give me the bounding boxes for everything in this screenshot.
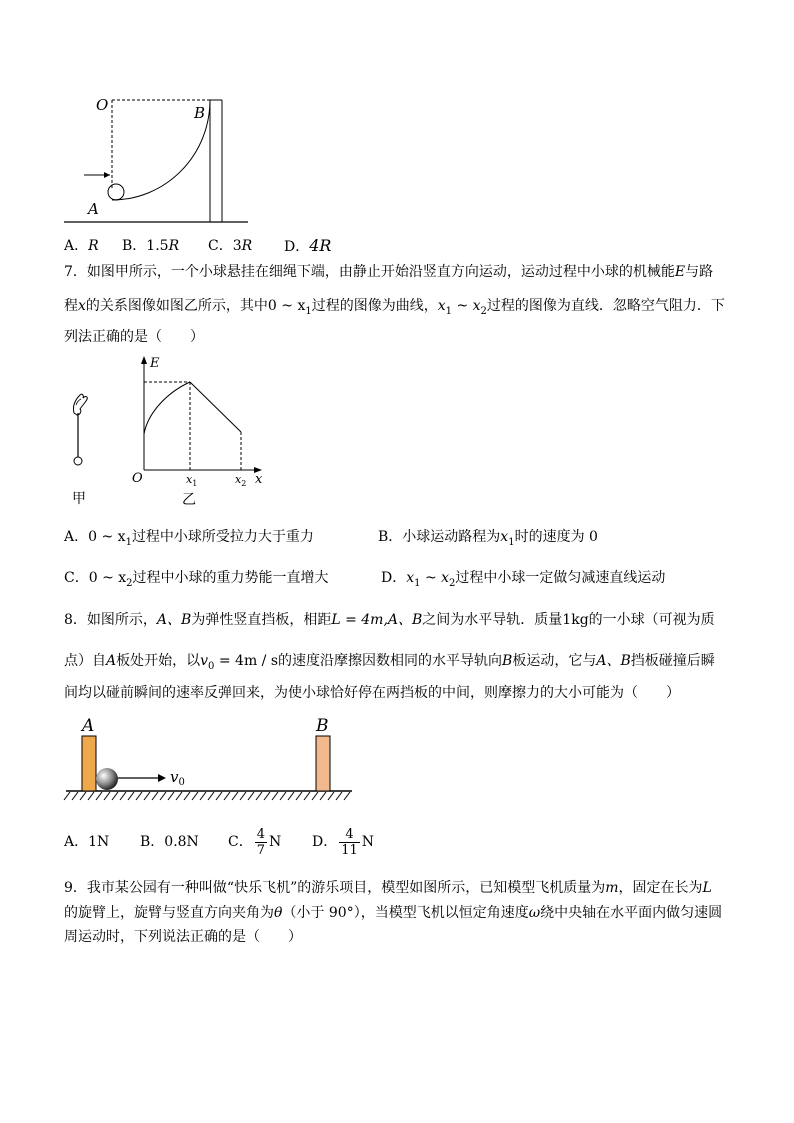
label-a: A xyxy=(88,200,99,218)
q7-option-a: A．0 ~ $x_1$过程中小球所受拉力大于重力 xyxy=(64,529,314,548)
linear-segment xyxy=(190,382,241,432)
svg-text:v0: $v_0$ xyxy=(170,768,185,788)
label-board-a: A xyxy=(82,716,95,736)
q7-option-b: B．小球运动路程为$x_1$时的速度为 0 xyxy=(378,529,598,548)
q8-line-3: 间均以碰前瞬间的速率反弹回来，为使小球恰好停在两挡板的中间，则摩擦力的大小可能为（ ） xyxy=(64,685,680,701)
axis-label-x: x xyxy=(255,472,263,487)
q8-line-1: 8．如图所示，A、B为弹性竖直挡板，相距L = 4m,A、B之间为水平导轨．质量1kg的一小球（可视为质 xyxy=(64,612,715,628)
axis-label-e: E xyxy=(150,356,160,371)
q8-option-d: D． $\frac{4}{11}$ N xyxy=(312,826,375,858)
svg-text:x1: $x_1$ xyxy=(186,473,198,488)
q8-line-2: 点）自A板处开始，以$v_0 = 4m / s$的速度沿摩擦因数相同的水平导轨向B板运动，它与A、B挡板碰撞后瞬 xyxy=(64,653,715,672)
label-yi: 乙 xyxy=(182,492,196,508)
q8-option-a: A．1N xyxy=(64,834,110,850)
tick-x1: x xyxy=(186,473,193,486)
q6-option-d: D．4R xyxy=(284,236,332,255)
q7-figure-yi xyxy=(128,352,268,512)
label-o: O xyxy=(96,96,109,114)
board-b xyxy=(316,736,330,791)
q9-line-2: 的旋臂上，旋臂与竖直方向夹角为θ（小于 90°），当模型飞机以恒定角速度ω绕中央轴在水平面内做匀速圆 xyxy=(64,905,723,921)
board-a xyxy=(82,736,96,791)
q9-line-1: 9．我市某公园有一种叫做“快乐飞机”的游乐项目，模型如图所示，已知模型飞机质量为m，固定在长为L xyxy=(64,880,712,896)
label-board-b: B xyxy=(316,716,329,736)
q6-option-c: C．3R xyxy=(208,238,253,254)
q8-figure xyxy=(62,712,358,804)
q7-line-3: 列法正确的是（ ） xyxy=(64,329,204,345)
axis-label-o: O xyxy=(132,471,143,486)
hanging-ball xyxy=(74,457,82,465)
sliding-ball xyxy=(96,768,118,790)
q9-line-3: 周运动时，下列说法正确的是（ ） xyxy=(64,929,302,945)
q7-figure-jia xyxy=(62,385,102,510)
q8-option-b: B．0.8N xyxy=(140,834,199,850)
label-b: B xyxy=(194,104,206,122)
q6-option-a: A．R xyxy=(64,238,99,254)
label-v0: v xyxy=(170,768,179,786)
hand-icon xyxy=(73,394,87,415)
q6-option-b: B．1.5R xyxy=(122,238,180,254)
curve-segment xyxy=(144,382,190,434)
q6-figure xyxy=(60,92,260,232)
q8-option-c: C． $\frac{4}{7}$ N xyxy=(228,826,282,858)
q7-option-d: D．$x_1$ ~ $x_2$过程中小球一定做匀减速直线运动 xyxy=(381,570,666,589)
tick-x2: x xyxy=(235,473,242,486)
q7-option-c: C．0 ~ $x_2$过程中小球的重力势能一直增大 xyxy=(64,570,329,589)
label-jia: 甲 xyxy=(72,491,86,507)
q7-line-2: 程x的关系图像如图乙所示，其中0 ~ $x_1$过程的图像为曲线，$x_1$ ~ $x_2$过程的图像为直线．忽略空气阻力．下 xyxy=(64,298,725,317)
q7-line-1: 7．如图甲所示，一个小球悬挂在细绳下端，由静止开始沿竖直方向运动，运动过程中小球的机械能E与路 xyxy=(64,264,714,280)
ball xyxy=(108,184,124,200)
svg-text:x2: $x_2$ xyxy=(235,473,247,488)
